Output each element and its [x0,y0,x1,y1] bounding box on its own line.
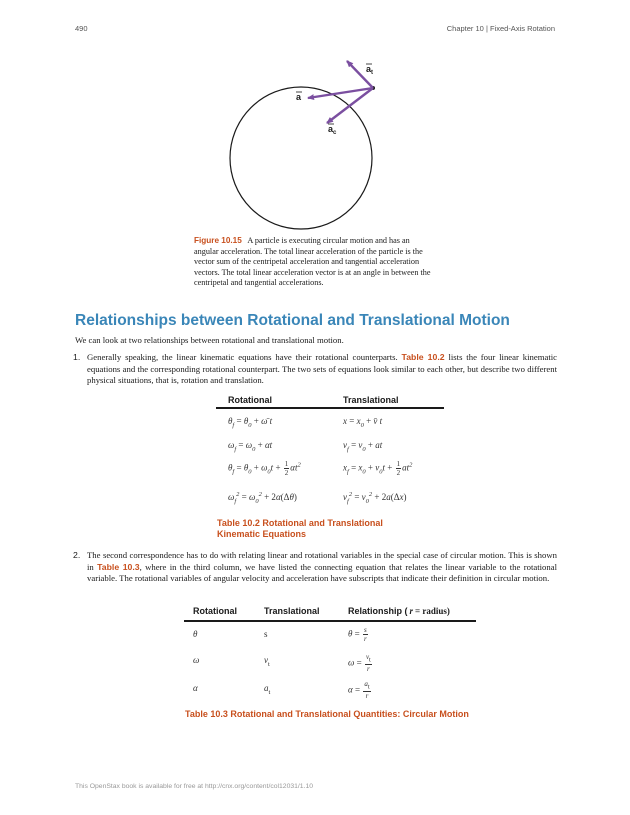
section-title: Relationships between Rotational and Translational Motion [75,312,510,329]
chapter-header: Chapter 10 | Fixed-Axis Rotation [446,24,555,33]
rot-eq-angvel: $\omega_f = \omega_0 + \alpha t$ [228,440,273,453]
table-10-3-header-rotational: Rotational [193,606,237,616]
table-10-2-header-rotational: Rotational [228,395,272,405]
list-item: 1. Generally speaking, the linear kinematic equations have their rotational counterparts. Table 10.2 lists the four linear kinematic equations and the corresponding rotational counterpart. The two sets of equations look similar to each other, but describe two different physical situations, that is, rotation and translation. [73,352,557,386]
table-10-3-caption: Table 10.3 Rotational and Translational Quantities: Circular Motion [185,709,469,719]
figure-caption [194,236,434,289]
label-a-t: $a_t$ [366,64,374,76]
footer-note: This OpenStax book is available for free at http://cnx.org/content/col12031/1.10 [75,783,314,790]
relationship-omega: ω = $\frac{v_t}{r}$ [348,653,371,674]
table-10-2-link[interactable]: Table 10.2 [401,352,445,362]
table-10-2-caption: Table 10.2 Rotational and Translational Kinematic Equations [217,518,383,539]
table-10-3-rot-cell: θ [193,629,198,639]
table-10-3-trans-cell: $a_t$ [264,683,271,696]
section-intro: We can look at two relationships between rotational and translational motion. [75,335,344,345]
label-a-c: $a_c$ [328,124,337,136]
table-10-3-trans-cell: $v_t$ [264,655,270,668]
relationship-alpha: α = $\frac{a_t}{r}$ [348,680,370,701]
table-10-2-rule [216,407,444,409]
table-10-3-rule [184,620,476,622]
page-number: 490 [75,24,88,33]
table-10-3-header-translational: Translational [264,606,320,616]
table-10-3-rot-cell: ω [193,655,200,665]
figure-caption-label: Figure 10.15 [194,236,242,245]
list-number: 1. [73,352,81,362]
motion-circle [230,87,372,229]
table-10-3-trans-cell: s [264,629,268,639]
label-a-total: a [296,92,302,102]
table-10-2-header-translational: Translational [343,395,399,405]
relationship-theta: θ = $\frac{s}{r}$ [348,626,367,643]
rot-eq-timeless: $\omega_f^2 = \omega_0^2 + 2\alpha(\Delta\theta)$ [228,491,297,505]
list-item: 2. The second correspondence has to do with relating linear and rotational variables in the special case of circular motion. This is shown in Table 10.3, where in the third column, we have listed the connecting equation that relates the linear variable to the rotational variable. The rotational variables of angular velocity and acceleration have subscripts that indicate their definition in circular motion. [73,550,558,584]
figure-caption-text: A particle is executing circular motion and has an angular acceleration. The total linear acceleration of the particle is the vector sum of the centripetal acceleration and tangential acceleration vectors. The total linear acceleration vector is at an angle in between the centripetal and tangential accelerations. [194,236,431,288]
circular-motion-figure [220,52,400,232]
trans-eq-position: $x_f = x_0 + v_0t$ + $\frac{1}{2}$ $at^2$ [343,460,413,477]
table-10-3-link[interactable]: Table 10.3 [97,561,140,572]
rot-eq-velocity: $\theta_f = \theta_0$ + ω̄ t [228,416,273,429]
table-10-3-header-relationship: Relationship ( r = radius) [348,606,450,616]
list-number: 2. [73,550,81,560]
rot-eq-position: $\theta_f = \theta_0 + \omega_0t$ + $\frac{1}{2}$ $\alpha t^2$ [228,460,301,477]
trans-eq-velocity: $x = x_0$ + v̄ t [343,416,383,429]
trans-eq-timeless: $v_f^2 = v_0^2 + 2a(\Delta x)$ [343,491,407,505]
table-10-3-rot-cell: α [193,683,198,693]
trans-eq-vel: $v_f = v_0$ + at [343,440,383,453]
